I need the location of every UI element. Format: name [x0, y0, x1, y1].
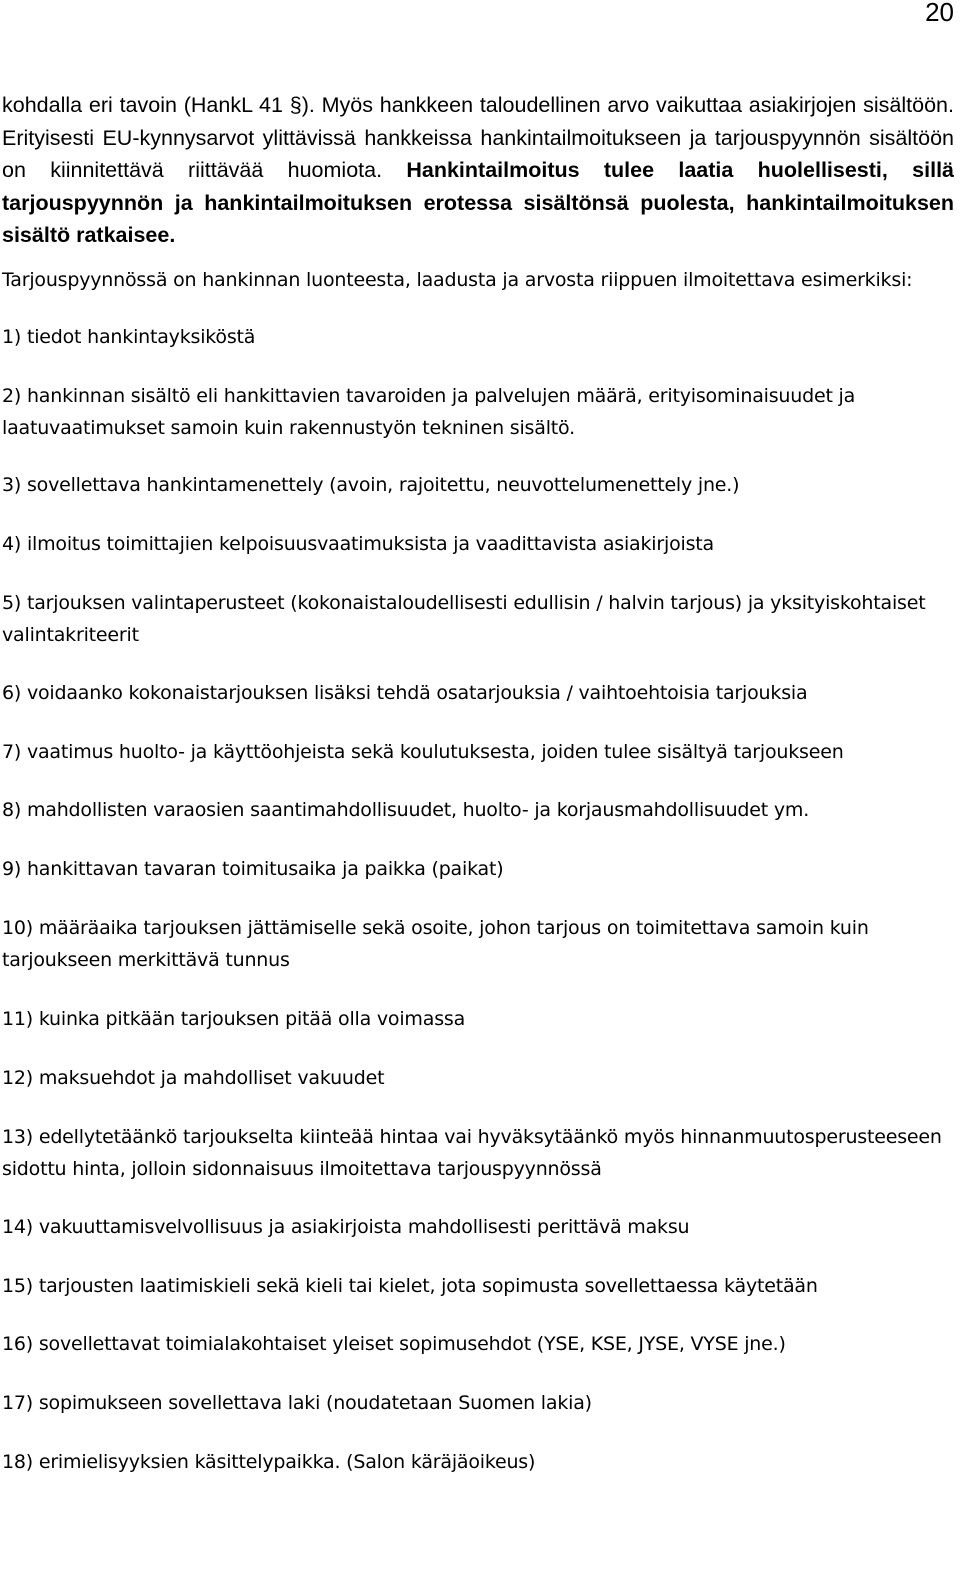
list-item: 7) vaatimus huolto- ja käyttöohjeista sekä koulutuksesta, joiden tulee sisältyä tarjoukseen — [2, 740, 844, 763]
list-item: 17) sopimukseen sovellettava laki (noudatetaan Suomen lakia) — [2, 1391, 592, 1414]
lead-paragraph: Tarjouspyynnössä on hankinnan luonteesta, laadusta ja arvosta riippuen ilmoitettava esimerkiksi: — [2, 268, 913, 291]
intro-normal-text: kohdalla eri tavoin (HankL 41 §). Myös hankkeen taloudellinen arvo vaikuttaa asiakirjojen sisältöön. Erityisesti EU-kynnysarvot ylittävissä hankkeissa hankintailmoitukseen ja tarjouspyynnön sisältöön on kiinnitettävä riittävää huomiota. — [2, 93, 954, 183]
intro-paragraph — [2, 89, 954, 252]
list-item: 9) hankittavan tavaran toimitusaika ja paikka (paikat) — [2, 857, 504, 880]
list-item: 16) sovellettavat toimialakohtaiset yleiset sopimusehdot (YSE, KSE, JYSE, VYSE jne.) — [2, 1332, 786, 1355]
list-item: 5) tarjouksen valintaperusteet (kokonaistaloudellisesti edullisin / halvin tarjous) ja yksityiskohtaiset valintakriteerit — [2, 591, 926, 646]
list-item: 6) voidaanko kokonaistarjouksen lisäksi tehdä osatarjouksia / vaihtoehtoisia tarjouksia — [2, 681, 808, 704]
list-item: 11) kuinka pitkään tarjouksen pitää olla voimassa — [2, 1007, 466, 1030]
list-item: 13) edellytetäänkö tarjoukselta kiinteää hintaa vai hyväksytäänkö myös hinnanmuutosperusteeseen sidottu hinta, jolloin sidonnaisuus ilmoitettava tarjouspyynnössä — [2, 1125, 942, 1180]
list-item: 2) hankinnan sisältö eli hankittavien tavaroiden ja palvelujen määrä, erityisominaisuudet ja laatuvaatimukset samoin kuin rakennustyön tekninen sisältö. — [2, 384, 856, 439]
list-item: 3) sovellettava hankintamenettely (avoin, rajoitettu, neuvottelumenettely jne.) — [2, 473, 740, 496]
intro-bold-text: Hankintailmoitus tulee laatia huolellisesti, sillä tarjouspyynnön ja hankintailmoituksen erotessa sisältönsä puolesta, hankintailmoituksen sisältö ratkaisee. — [2, 158, 954, 248]
list-item: 4) ilmoitus toimittajien kelpoisuusvaatimuksista ja vaadittavista asiakirjoista — [2, 532, 714, 555]
list-item: 12) maksuehdot ja mahdolliset vakuudet — [2, 1066, 385, 1089]
list-item: 14) vakuuttamisvelvollisuus ja asiakirjoista mahdollisesti perittävä maksu — [2, 1215, 690, 1238]
list-item: 8) mahdollisten varaosien saantimahdollisuudet, huolto- ja korjausmahdollisuudet ym. — [2, 798, 810, 821]
list-item: 1) tiedot hankintayksiköstä — [2, 325, 256, 348]
page-number: 20 — [925, 0, 954, 27]
list-item: 10) määräaika tarjouksen jättämiselle sekä osoite, johon tarjous on toimitettava samoin kuin tarjoukseen merkittävä tunnus — [2, 916, 869, 971]
list-item: 15) tarjousten laatimiskieli sekä kieli tai kielet, jota sopimusta sovellettaessa käytetään — [2, 1274, 818, 1297]
page-content — [2, 89, 954, 1478]
list-item: 18) erimielisyyksien käsittelypaikka. (Salon käräjäoikeus) — [2, 1450, 536, 1473]
